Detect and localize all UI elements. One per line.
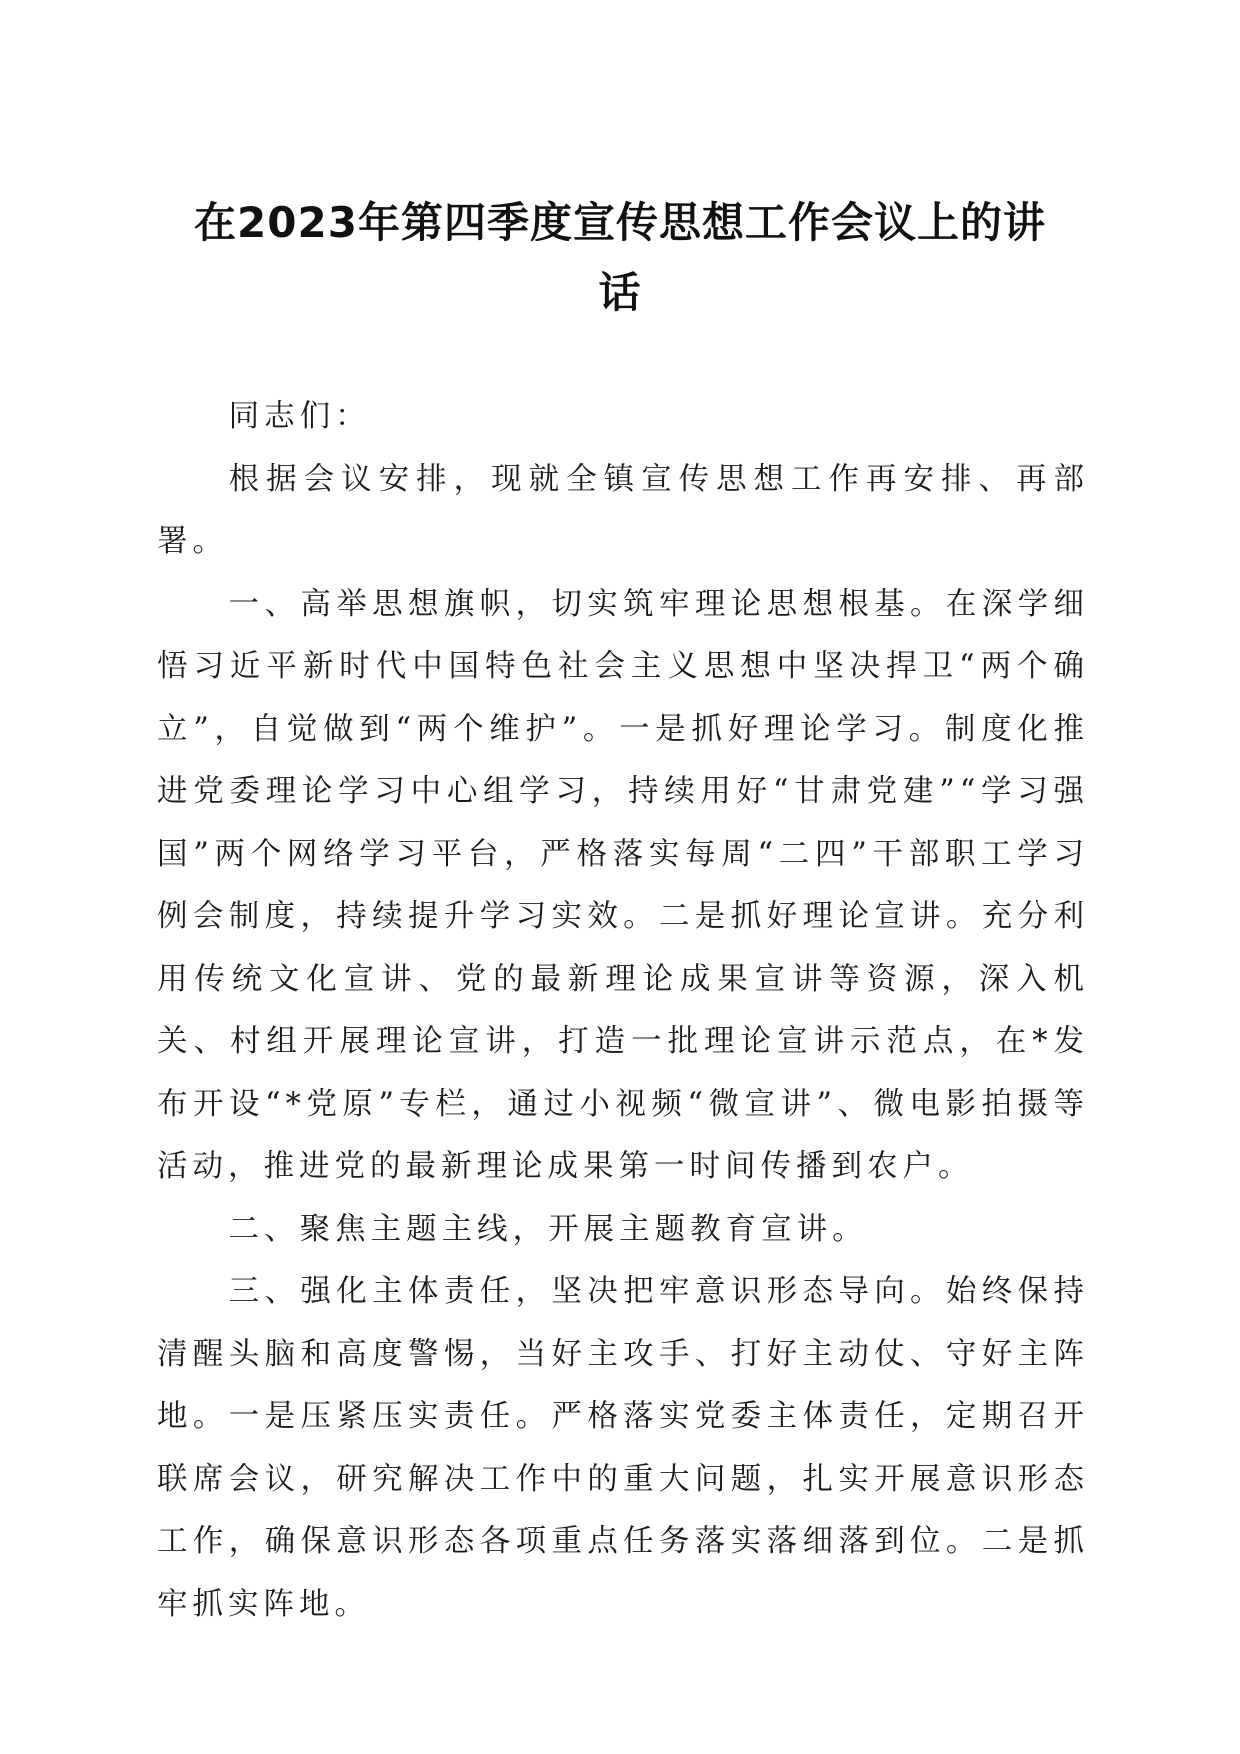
title-line-2: 话 <box>598 268 642 317</box>
document-body <box>157 386 1089 1636</box>
section-two-paragraph: 二、聚焦主题主线，开展主题教育宣讲。 <box>228 1211 868 1247</box>
section-three-paragraph: 三、强化主体责任，坚决把牢意识形态导向。始终保持清醒头脑和高度警惕，当好主攻手、打好主动仗、守好主阵地。一是压紧压实责任。严格落实党委主体责任，定期召开联席会议，研究解决工作中的重大问题，扎实开展意识形态工作，确保意识形态各项重点任务落实落细落到位。二是抓牢抓实阵地。 <box>157 1274 1089 1622</box>
document-title <box>155 188 1085 328</box>
section-one-paragraph: 一、高举思想旗帜，切实筑牢理论思想根基。在深学细悟习近平新时代中国特色社会主义思想中坚决捍卫“两个确立”，自觉做到“两个维护”。一是抓好理论学习。制度化推进党委理论学习中心组学习，持续用好“甘肃党建”“学习强国”两个网络学习平台，严格落实每周“二四”干部职工学习例会制度，持续提升学习实效。二是抓好理论宣讲。充分利用传统文化宣讲、党的最新理论成果宣讲等资源，深入机关、村组开展理论宣讲，打造一批理论宣讲示范点，在*发布开设“*党原”专栏，通过小视频“微宣讲”、微电影拍摄等活动，推进党的最新理论成果第一时间传播到农户。 <box>157 586 1089 1184</box>
intro-paragraph: 根据会议安排，现就全镇宣传思想工作再安排、再部署。 <box>157 461 1089 559</box>
salutation-paragraph: 同志们： <box>228 399 371 434</box>
title-line-1: 在2023年第四季度宣传思想工作会议上的讲 <box>194 198 1046 247</box>
